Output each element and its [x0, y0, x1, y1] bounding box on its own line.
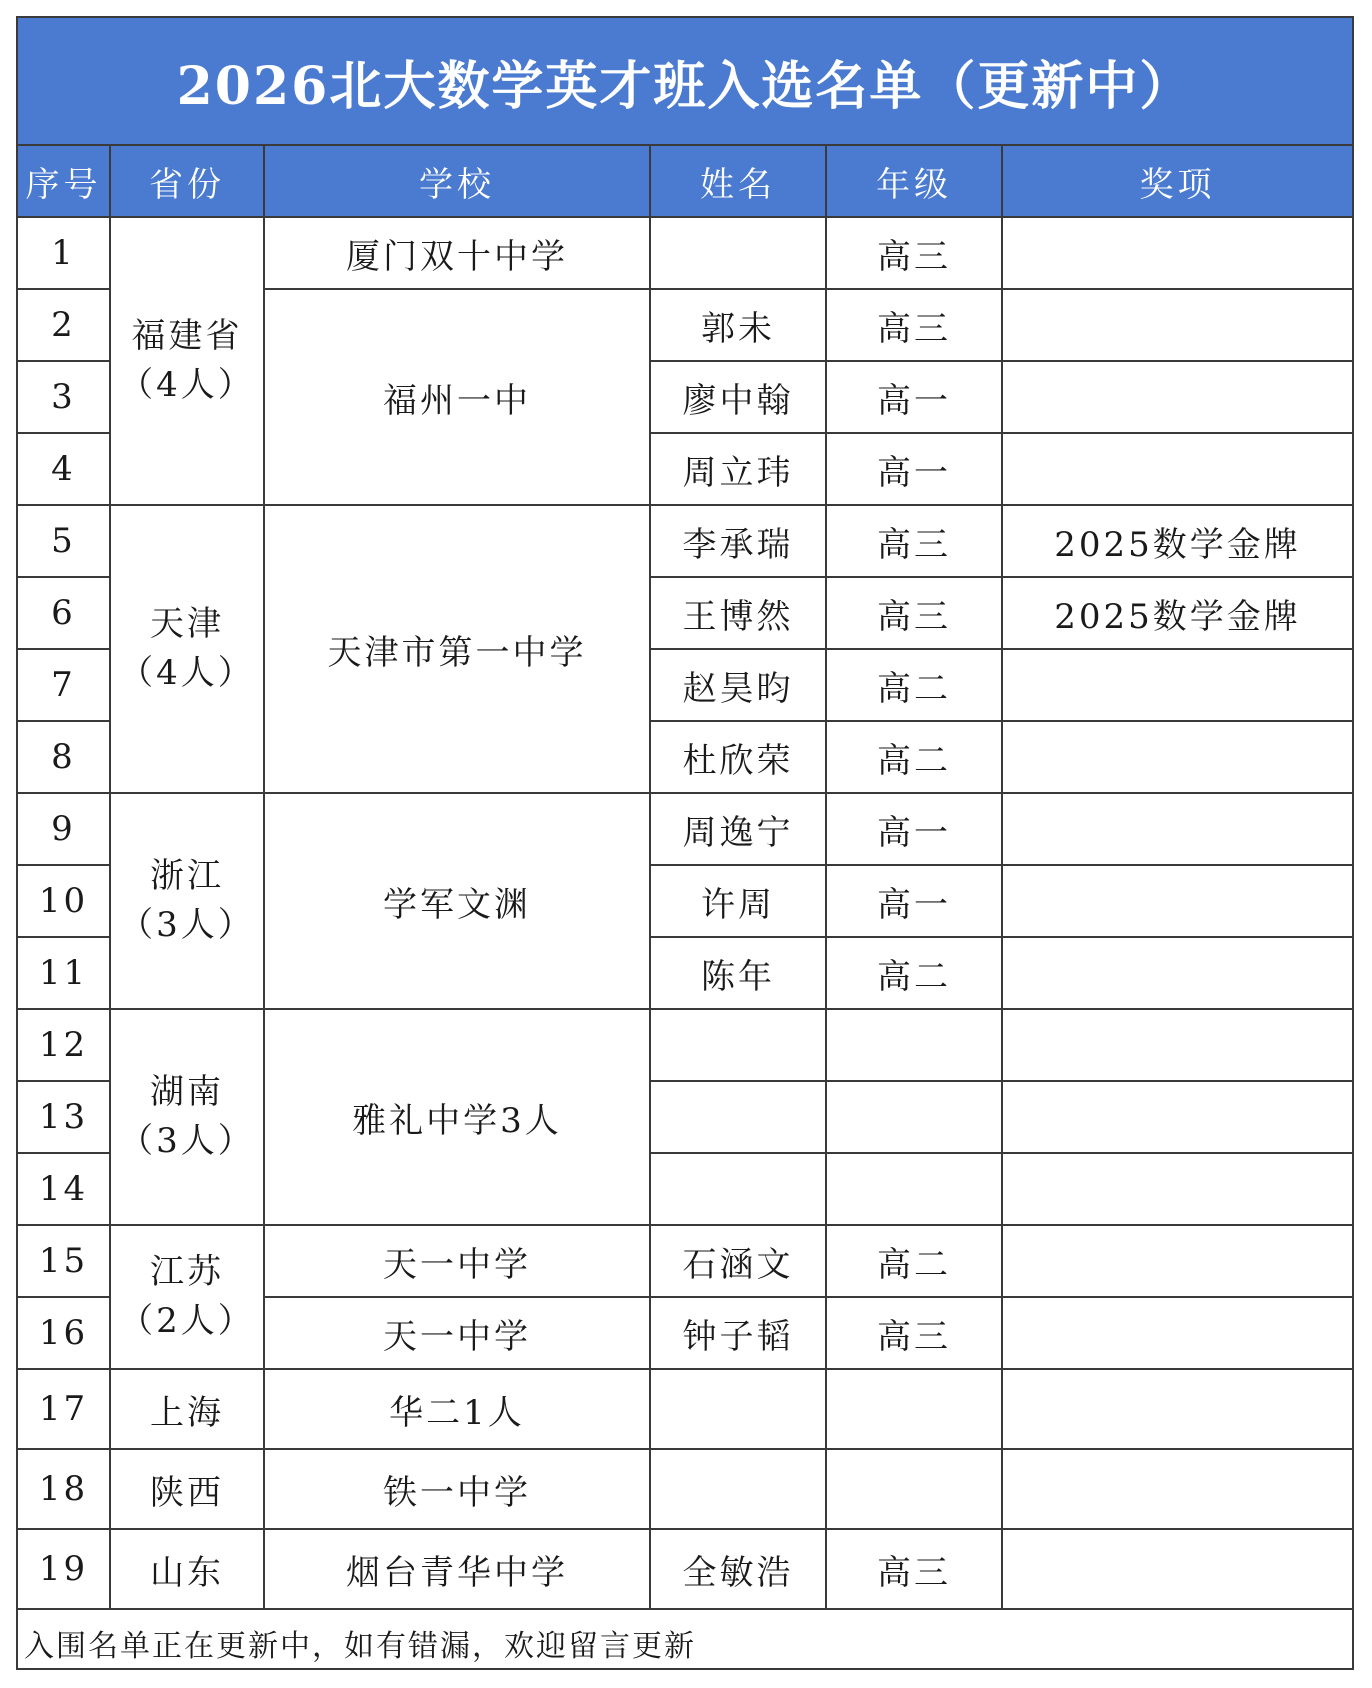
province-name: 山东 — [110, 1529, 264, 1609]
school-cell: 雅礼中学3人 — [264, 1009, 650, 1225]
grade-cell: 高一 — [826, 865, 1002, 937]
row-number: 7 — [18, 649, 110, 721]
school-cell: 天一中学 — [264, 1225, 650, 1297]
roster-sheet — [16, 16, 1354, 1670]
school-cell: 天津市第一中学 — [264, 505, 650, 793]
grade-cell: 高二 — [826, 937, 1002, 1009]
grade-cell: 高二 — [826, 1225, 1002, 1297]
footer-row — [18, 1609, 1352, 1670]
award-cell — [1002, 1081, 1352, 1153]
row-number: 8 — [18, 721, 110, 793]
student-name: 廖中翰 — [650, 361, 826, 433]
grade-cell: 高一 — [826, 361, 1002, 433]
student-name: 郭未 — [650, 289, 826, 361]
row-number: 3 — [18, 361, 110, 433]
student-name: 周逸宁 — [650, 793, 826, 865]
row-number: 11 — [18, 937, 110, 1009]
row-number: 16 — [18, 1297, 110, 1369]
grade-cell: 高三 — [826, 217, 1002, 289]
student-name: 石涵文 — [650, 1225, 826, 1297]
province-name: 江苏 — [150, 1251, 224, 1292]
award-cell: 2025数学金牌 — [1002, 577, 1352, 649]
award-cell — [1002, 361, 1352, 433]
table-row — [18, 1449, 1352, 1529]
award-cell — [1002, 721, 1352, 793]
award-cell — [1002, 1225, 1352, 1297]
table-row — [18, 793, 1352, 865]
school-cell: 华二1人 — [264, 1369, 650, 1449]
row-number: 5 — [18, 505, 110, 577]
province-name: 福建省 — [131, 315, 243, 356]
row-number: 12 — [18, 1009, 110, 1081]
province-count: （2人） — [119, 1301, 255, 1341]
table-row — [18, 217, 1352, 289]
grade-cell: 高三 — [826, 505, 1002, 577]
table-row — [18, 1225, 1352, 1297]
school-cell: 铁一中学 — [264, 1449, 650, 1529]
province-cell — [110, 1009, 264, 1225]
student-name — [650, 1081, 826, 1153]
header-school: 学校 — [264, 146, 650, 217]
student-name: 陈年 — [650, 937, 826, 1009]
grade-cell: 高三 — [826, 1529, 1002, 1609]
table-row — [18, 505, 1352, 577]
grade-cell: 高一 — [826, 793, 1002, 865]
grade-cell: 高三 — [826, 1297, 1002, 1369]
award-cell — [1002, 1449, 1352, 1529]
student-name: 钟子韬 — [650, 1297, 826, 1369]
award-cell — [1002, 433, 1352, 505]
award-cell — [1002, 793, 1352, 865]
row-number: 4 — [18, 433, 110, 505]
award-cell — [1002, 1297, 1352, 1369]
row-number: 14 — [18, 1153, 110, 1225]
province-count: （3人） — [119, 905, 255, 945]
student-name: 王博然 — [650, 577, 826, 649]
row-number: 2 — [18, 289, 110, 361]
grade-cell — [826, 1449, 1002, 1529]
row-number: 1 — [18, 217, 110, 289]
award-cell — [1002, 937, 1352, 1009]
school-cell: 厦门双十中学 — [264, 217, 650, 289]
school-cell: 天一中学 — [264, 1297, 650, 1369]
award-cell — [1002, 1153, 1352, 1225]
table-row — [18, 1009, 1352, 1081]
grade-cell — [826, 1153, 1002, 1225]
school-cell: 烟台青华中学 — [264, 1529, 650, 1609]
header-number: 序号 — [18, 146, 110, 217]
row-number: 10 — [18, 865, 110, 937]
province-cell — [110, 1225, 264, 1369]
province-count: （4人） — [119, 365, 255, 405]
award-cell: 2025数学金牌 — [1002, 505, 1352, 577]
student-name: 全敏浩 — [650, 1529, 826, 1609]
province-count: （4人） — [119, 653, 255, 693]
header-grade: 年级 — [826, 146, 1002, 217]
grade-cell: 高一 — [826, 433, 1002, 505]
footer-note: 入围名单正在更新中，如有错漏，欢迎留言更新 — [18, 1609, 1352, 1670]
student-name — [650, 217, 826, 289]
province-cell — [110, 505, 264, 793]
student-name — [650, 1369, 826, 1449]
student-name: 许周 — [650, 865, 826, 937]
province-name: 天津 — [150, 603, 224, 644]
award-cell — [1002, 289, 1352, 361]
grade-cell: 高二 — [826, 649, 1002, 721]
award-cell — [1002, 865, 1352, 937]
student-name: 李承瑞 — [650, 505, 826, 577]
school-cell: 福州一中 — [264, 289, 650, 505]
province-name: 陕西 — [110, 1449, 264, 1529]
award-cell — [1002, 1369, 1352, 1449]
grade-cell: 高三 — [826, 577, 1002, 649]
province-count: （3人） — [119, 1121, 255, 1161]
grade-cell — [826, 1369, 1002, 1449]
roster-table — [18, 146, 1352, 1670]
row-number: 19 — [18, 1529, 110, 1609]
award-cell — [1002, 1009, 1352, 1081]
table-row — [18, 1529, 1352, 1609]
province-name: 湖南 — [150, 1071, 224, 1112]
grade-cell: 高二 — [826, 721, 1002, 793]
row-number: 15 — [18, 1225, 110, 1297]
grade-cell — [826, 1009, 1002, 1081]
province-name: 浙江 — [150, 855, 224, 896]
row-number: 9 — [18, 793, 110, 865]
student-name: 杜欣荣 — [650, 721, 826, 793]
student-name — [650, 1153, 826, 1225]
student-name — [650, 1009, 826, 1081]
row-number: 6 — [18, 577, 110, 649]
header-name: 姓名 — [650, 146, 826, 217]
province-cell — [110, 793, 264, 1009]
header-row — [18, 146, 1352, 217]
award-cell — [1002, 217, 1352, 289]
award-cell — [1002, 1529, 1352, 1609]
row-number: 13 — [18, 1081, 110, 1153]
table-row — [18, 1369, 1352, 1449]
grade-cell — [826, 1081, 1002, 1153]
row-number: 18 — [18, 1449, 110, 1529]
province-cell — [110, 217, 264, 505]
grade-cell: 高三 — [826, 289, 1002, 361]
header-province: 省份 — [110, 146, 264, 217]
row-number: 17 — [18, 1369, 110, 1449]
award-cell — [1002, 649, 1352, 721]
student-name: 赵昊昀 — [650, 649, 826, 721]
page-title: 2026北大数学英才班入选名单（更新中） — [18, 18, 1352, 146]
header-award: 奖项 — [1002, 146, 1352, 217]
student-name — [650, 1449, 826, 1529]
student-name: 周立玮 — [650, 433, 826, 505]
province-name: 上海 — [110, 1369, 264, 1449]
school-cell: 学军文渊 — [264, 793, 650, 1009]
